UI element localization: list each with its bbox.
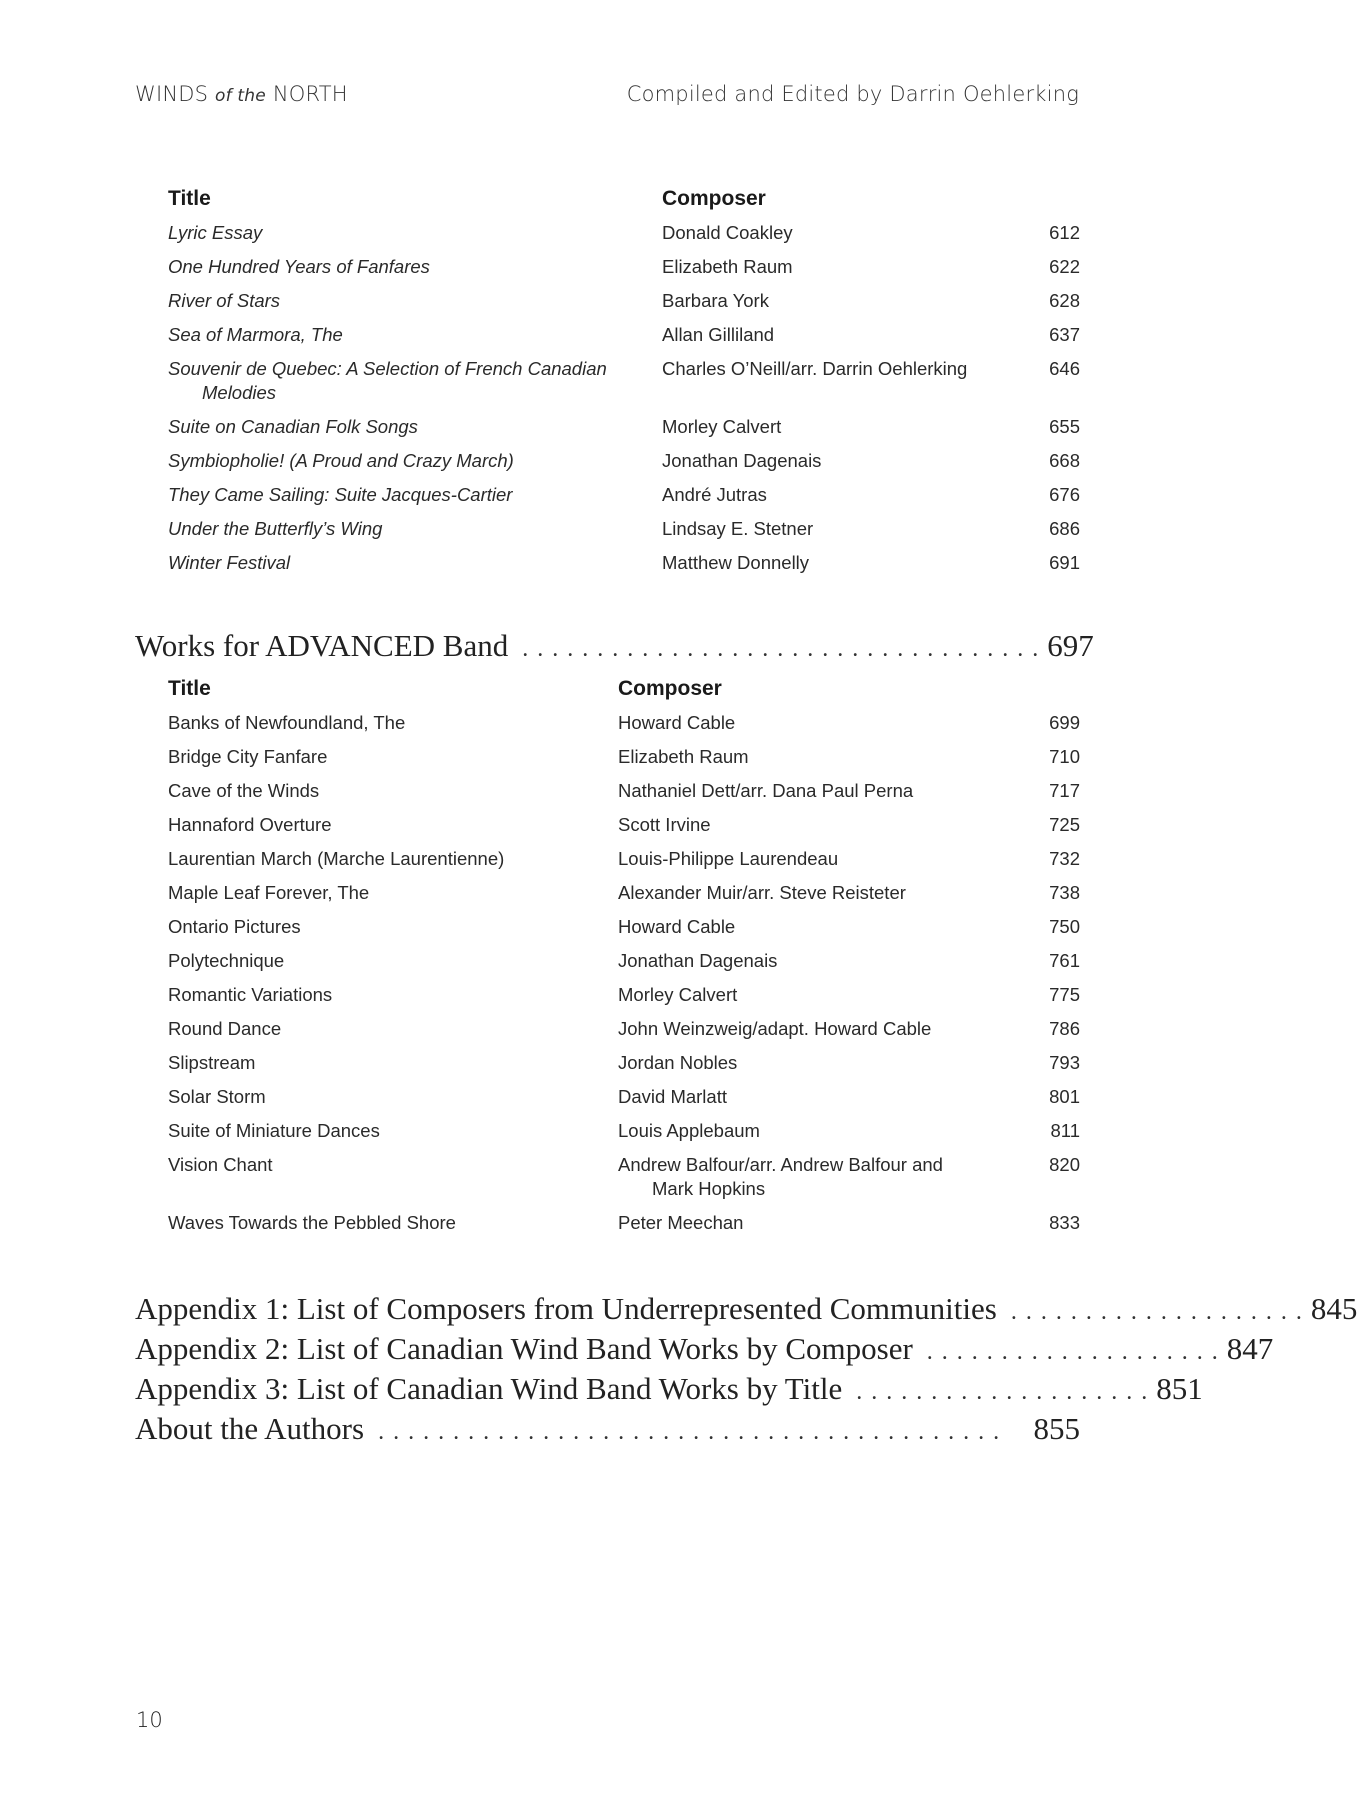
work-title: Banks of Newfoundland, The	[168, 712, 406, 733]
dot-leader: ....................	[856, 1379, 1157, 1405]
work-composer: Elizabeth Raum	[662, 256, 793, 277]
running-head-book-title	[135, 82, 348, 106]
page-number: 10	[136, 1708, 163, 1732]
toc-entry-page: 851	[1156, 1371, 1203, 1406]
work-title-line: Souvenir de Quebec: A Selection of French Canadian	[168, 358, 607, 379]
table-row[interactable]	[168, 1051, 1080, 1085]
table-row[interactable]	[168, 847, 1080, 881]
work-title: Sea of Marmora, The	[168, 324, 343, 345]
book-title-part: NORTH	[265, 82, 348, 106]
toc-entry-appendix-2[interactable]	[135, 1331, 1274, 1367]
work-composer: Alexander Muir/arr. Steve Reisteter	[618, 882, 906, 903]
work-title: Round Dance	[168, 1018, 282, 1039]
work-page: 710	[1049, 746, 1080, 767]
work-page: 622	[1049, 256, 1080, 277]
work-composer: Scott Irvine	[618, 814, 711, 835]
column-header-composer: Composer	[618, 677, 722, 700]
work-title: Slipstream	[168, 1052, 256, 1073]
work-composer: Louis Applebaum	[618, 1120, 760, 1141]
work-composer: Jonathan Dagenais	[662, 450, 822, 471]
work-page: 811	[1050, 1120, 1080, 1141]
work-composer	[618, 1153, 1018, 1201]
work-title: Laurentian March (Marche Laurentienne)	[168, 848, 505, 869]
toc-entry-appendix-3[interactable]	[135, 1371, 1203, 1407]
table-row[interactable]	[168, 949, 1080, 983]
toc-table-previous-section	[168, 187, 1080, 585]
table-row[interactable]	[168, 449, 1080, 483]
work-page: 738	[1049, 882, 1080, 903]
work-title	[168, 357, 648, 405]
toc-entry-page: 845	[1310, 1291, 1357, 1326]
work-title: Romantic Variations	[168, 984, 333, 1005]
work-title: Vision Chant	[168, 1154, 273, 1175]
work-composer: David Marlatt	[618, 1086, 727, 1107]
table-row[interactable]	[168, 551, 1080, 585]
toc-entry-label: Appendix 3: List of Canadian Wind Band Works by Title	[135, 1371, 843, 1406]
table-row[interactable]	[168, 483, 1080, 517]
work-title: One Hundred Years of Fanfares	[168, 256, 430, 277]
table-row[interactable]	[168, 881, 1080, 915]
work-page: 717	[1049, 780, 1080, 801]
work-title: Solar Storm	[168, 1086, 266, 1107]
work-page: 699	[1049, 712, 1080, 733]
work-composer: Jonathan Dagenais	[618, 950, 778, 971]
book-title-small-italic: of the	[215, 86, 266, 106]
running-head-editor: Compiled and Edited by Darrin Oehlerking	[626, 82, 1079, 106]
work-page: 655	[1049, 416, 1080, 437]
column-header-composer: Composer	[662, 187, 766, 210]
work-page: 637	[1049, 324, 1080, 345]
work-composer: André Jutras	[662, 484, 767, 505]
toc-entry-label: Appendix 1: List of Composers from Underrepresented Communities	[135, 1291, 997, 1326]
work-title: Lyric Essay	[168, 222, 263, 243]
toc-entry-label: About the Authors	[135, 1411, 365, 1446]
work-composer: Donald Coakley	[662, 222, 793, 243]
column-header-title: Title	[168, 187, 211, 210]
toc-entry-about-authors[interactable]	[135, 1411, 1080, 1447]
work-title: Hannaford Overture	[168, 814, 332, 835]
toc-entry-label: Appendix 2: List of Canadian Wind Band Works by Composer	[135, 1331, 913, 1366]
table-row[interactable]	[168, 983, 1080, 1017]
work-page: 686	[1049, 518, 1080, 539]
table-header-row	[168, 677, 1080, 711]
table-header-row	[168, 187, 1080, 221]
work-title: Maple Leaf Forever, The	[168, 882, 370, 903]
dot-leader: ....................	[926, 1339, 1227, 1365]
table-row[interactable]	[168, 915, 1080, 949]
work-title: Bridge City Fanfare	[168, 746, 328, 767]
section-heading-label: Works for ADVANCED Band	[135, 628, 509, 663]
work-title: Cave of the Winds	[168, 780, 320, 801]
work-page: 793	[1049, 1052, 1080, 1073]
work-title: Ontario Pictures	[168, 916, 301, 937]
table-row[interactable]	[168, 221, 1080, 255]
work-title: Symbiopholie! (A Proud and Crazy March)	[168, 450, 514, 471]
table-row[interactable]	[168, 1211, 1080, 1245]
table-row[interactable]	[168, 813, 1080, 847]
work-page: 786	[1049, 1018, 1080, 1039]
work-page: 761	[1049, 950, 1080, 971]
table-row[interactable]	[168, 711, 1080, 745]
work-page: 801	[1049, 1086, 1080, 1107]
work-composer: Louis-Philippe Laurendeau	[618, 848, 839, 869]
toc-entry-appendix-1[interactable]	[135, 1291, 1357, 1327]
table-row[interactable]	[168, 1119, 1080, 1153]
work-title-continuation: Melodies	[202, 382, 277, 403]
work-page: 725	[1049, 814, 1080, 835]
work-composer: Charles O’Neill/arr. Darrin Oehlerking	[662, 358, 968, 379]
table-row[interactable]	[168, 1085, 1080, 1119]
work-page: 833	[1049, 1212, 1080, 1233]
work-composer-continuation: Mark Hopkins	[652, 1178, 766, 1199]
table-row[interactable]	[168, 517, 1080, 551]
work-page: 612	[1049, 222, 1080, 243]
work-composer: Howard Cable	[618, 916, 736, 937]
toc-entry-advanced-band[interactable]	[135, 628, 1094, 664]
book-title-part: WINDS	[135, 82, 216, 106]
work-page: 775	[1049, 984, 1080, 1005]
work-composer: John Weinzweig/adapt. Howard Cable	[618, 1018, 932, 1039]
work-page: 668	[1049, 450, 1080, 471]
table-row[interactable]	[168, 289, 1080, 323]
dot-leader: ...................................	[522, 636, 1048, 662]
work-composer: Elizabeth Raum	[618, 746, 749, 767]
table-row[interactable]	[168, 1017, 1080, 1051]
work-title: River of Stars	[168, 290, 281, 311]
table-row[interactable]	[168, 779, 1080, 813]
table-row[interactable]	[168, 255, 1080, 289]
column-header-title: Title	[168, 677, 211, 700]
dot-leader: ..........................................	[378, 1419, 1009, 1445]
toc-table-advanced-band	[168, 677, 1080, 1245]
table-row[interactable]	[168, 1153, 1080, 1211]
work-title: Suite on Canadian Folk Songs	[168, 416, 418, 437]
work-page: 646	[1049, 358, 1080, 379]
toc-entry-page: 855	[1033, 1411, 1080, 1446]
work-page: 691	[1049, 552, 1080, 573]
table-row[interactable]	[168, 357, 1080, 415]
work-page: 820	[1049, 1154, 1080, 1175]
work-title: They Came Sailing: Suite Jacques-Cartier	[168, 484, 513, 505]
work-composer: Allan Gilliland	[662, 324, 775, 345]
dot-leader: ....................	[1010, 1299, 1311, 1325]
work-composer: Lindsay E. Stetner	[662, 518, 814, 539]
work-composer: Peter Meechan	[618, 1212, 744, 1233]
work-title: Winter Festival	[168, 552, 291, 573]
toc-entry-page: 847	[1226, 1331, 1274, 1366]
work-title: Waves Towards the Pebbled Shore	[168, 1212, 456, 1233]
work-page: 628	[1049, 290, 1080, 311]
table-row[interactable]	[168, 415, 1080, 449]
work-page: 676	[1049, 484, 1080, 505]
work-composer-line: Andrew Balfour/arr. Andrew Balfour and	[618, 1154, 943, 1175]
work-title: Under the Butterfly’s Wing	[168, 518, 383, 539]
work-title: Suite of Miniature Dances	[168, 1120, 380, 1141]
work-page: 750	[1049, 916, 1080, 937]
table-row[interactable]	[168, 323, 1080, 357]
work-composer: Howard Cable	[618, 712, 736, 733]
work-composer: Barbara York	[662, 290, 769, 311]
work-composer: Nathaniel Dett/arr. Dana Paul Perna	[618, 780, 914, 801]
work-title: Polytechnique	[168, 950, 285, 971]
work-composer: Morley Calvert	[662, 416, 782, 437]
work-composer: Matthew Donnelly	[662, 552, 810, 573]
work-composer: Morley Calvert	[618, 984, 738, 1005]
work-composer: Jordan Nobles	[618, 1052, 738, 1073]
work-page: 732	[1049, 848, 1080, 869]
table-row[interactable]	[168, 745, 1080, 779]
section-page-number: 697	[1047, 628, 1094, 663]
